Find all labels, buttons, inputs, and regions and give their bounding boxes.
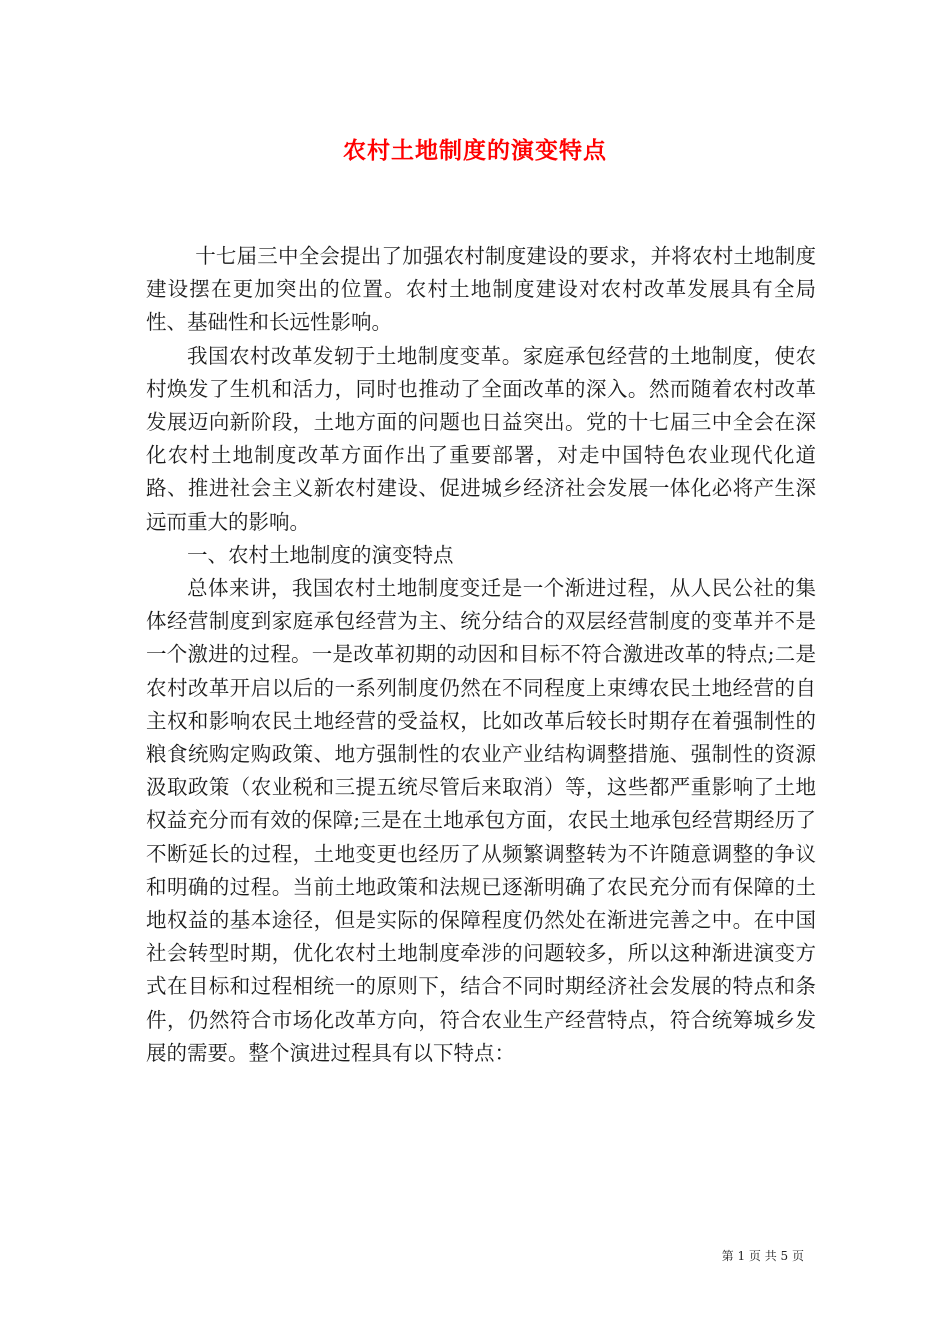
paragraph-reform-origin: 我国农村改革发轫于土地制度变革。家庭承包经营的土地制度，使农村焕发了生机和活力，同时也推动了全面改革的深入。然而随着农村改革发展迈向新阶段，土地方面的问题也日益突出。党的十七届三中全会在深化农村土地制度改革方面作出了重要部署，对走中国特色农业现代化道路、推进社会主义新农村建设、促进城乡经济社会发展一体化必将产生深远而重大的影响。 (146, 343, 816, 534)
document-body (146, 240, 816, 1070)
paragraph-overview: 总体来讲，我国农村土地制度变迁是一个渐进过程，从人民公社的集体经营制度到家庭承包经营为主、统分结合的双层经营制度的变革并不是一个激进的过程。一是改革初期的动因和目标不符合激进改革的特点;二是农村改革开启以后的一系列制度仍然在不同程度上束缚农民土地经营的自主权和影响农民土地经营的受益权，比如改革后较长时期存在着强制性的粮食统购定购政策、地方强制性的农业产业结构调整措施、强制性的资源汲取政策（农业税和三提五统尽管后来取消）等，这些都严重影响了土地权益充分而有效的保障;三是在土地承包方面，农民土地承包经营期经历了不断延长的过程，土地变更也经历了从频繁调整转为不许随意调整的争议和明确的过程。当前土地政策和法规已逐渐明确了农民充分而有保障的土地权益的基本途径，但是实际的保障程度仍然处在渐进完善之中。在中国社会转型时期，优化农村土地制度牵涉的问题较多，所以这种渐进演变方式在目标和过程相统一的原则下，结合不同时期经济社会发展的特点和条件，仍然符合市场化改革方向，符合农业生产经营特点，符合统筹城乡发展的需要。整个演进过程具有以下特点： (146, 576, 816, 1065)
paragraph-intro: 十七届三中全会提出了加强农村制度建设的要求，并将农村土地制度建设摆在更加突出的位置。农村土地制度建设对农村改革发展具有全局性、基础性和长远性影响。 (146, 244, 816, 335)
page-number: 第 1 页 共 5 页 (721, 1249, 804, 1263)
section-heading: 一、农村土地制度的演变特点 (187, 542, 454, 567)
document-title: 农村土地制度的演变特点 (343, 137, 607, 164)
